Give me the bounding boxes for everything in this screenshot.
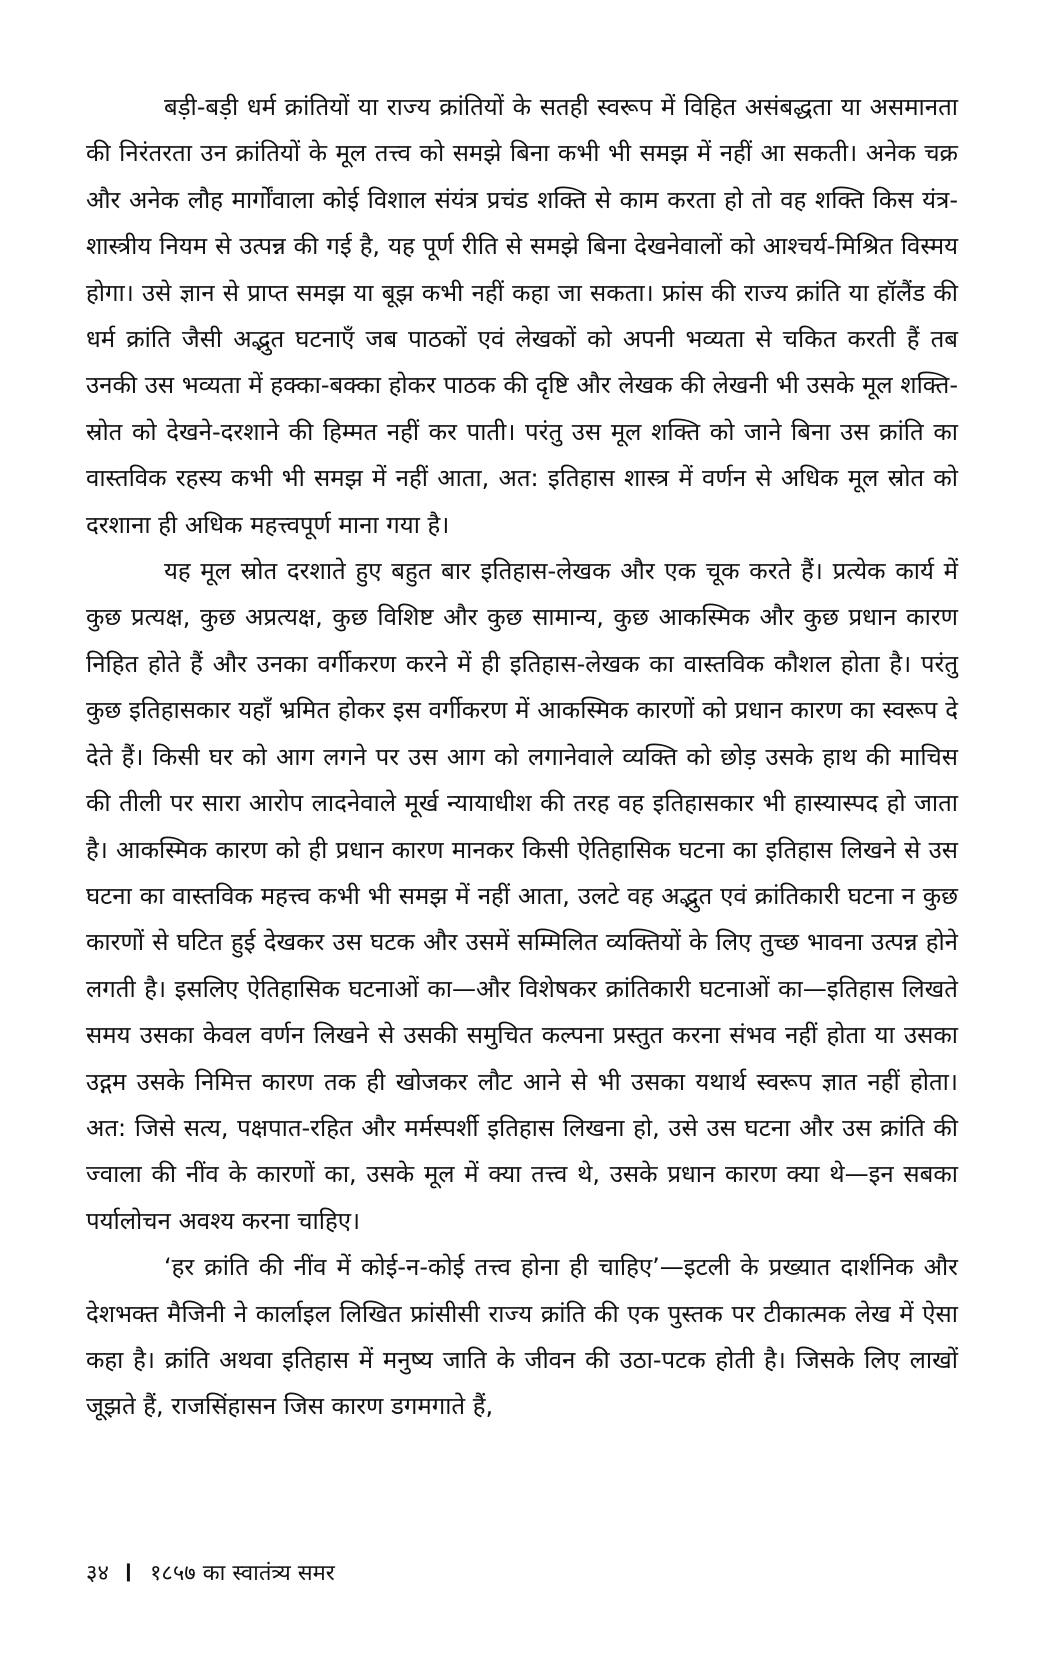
paragraph: यह मूल स्रोत दरशाते हुए बहुत बार इतिहास-लेखक और एक चूक करते हैं। प्रत्येक कार्य में कुछ प्रत्यक्ष, कुछ अप्रत्यक्ष, कुछ विशिष्ट और कुछ सामान्य, कुछ आकस्मिक और कुछ प्रधान कारण निहित होते हैं और उनका वर्गीकरण करने में ही इतिहास-लेखक का वास्तविक कौशल होता है। परंतु कुछ इतिहासकार यहाँ भ्रमित होकर इस वर्गीकरण में आकस्मिक कारणों को प्रधान कारण का स्वरूप दे देते हैं। किसी घर को आग लगने पर उस आग को लगानेवाले व्यक्ति को छोड़ उसके हाथ की माचिस की तीली पर सारा आरोप लादनेवाले मूर्ख न्यायाधीश की तरह वह इतिहासकार भी हास्यास्पद हो जाता है। आकस्मिक कारण को ही प्रधान कारण मानकर किसी ऐतिहासिक घटना का इतिहास लिखने से उस घटना का वास्तविक महत्त्व कभी भी समझ में नहीं आता, उलटे वह अद्भुत एवं क्रांतिकारी घटना न कुछ कारणों से घटित हुई देखकर उस घटक और उसमें सम्मिलित व्यक्तियों के लिए तुच्छ भावना उत्पन्न होने लगती है। इसलिए ऐतिहासिक घटनाओं का—और विशेषकर क्रांतिकारी घटनाओं का—इतिहास लिखते समय उसका केवल वर्णन लिखने से उसकी समुचित कल्पना प्रस्तुत करना संभव नहीं होता या उसका उद्गम उसके निमित्त कारण तक ही खोजकर लौट आने से भी उसका यथार्थ स्वरूप ज्ञात नहीं होता। अत: जिसे सत्य, पक्षपात-रहित और मर्मस्पर्शी इतिहास लिखना हो, उसे उस घटना और उस क्रांति की ज्वाला की नींव के कारणों का, उसके मूल में क्या तत्त्व थे, उसके प्रधान कारण क्या थे—इन सबका पर्यालोचन अवश्य करना चाहिए। — [86, 557, 958, 1235]
page-number: ३४ — [86, 1561, 109, 1586]
body-text — [86, 84, 958, 1430]
footer-separator-icon: ❙ — [120, 1561, 136, 1582]
page-footer — [86, 1552, 335, 1592]
paragraph: ‘हर क्रांति की नींव में कोई-न-कोई तत्त्व होना ही चाहिए’—इटली के प्रख्यात दार्शनिक और देशभक्त मैजिनी ने कार्लाइल लिखित फ्रांसीसी राज्य क्रांति की एक पुस्तक पर टीकात्मक लेख में ऐसा कहा है। क्रांति अथवा इतिहास में मनुष्य जाति के जीवन की उठा-पटक होती है। जिसके लिए लाखों जूझते हैं, राजसिंहासन जिस कारण डगमगाते हैं, — [86, 1253, 958, 1421]
book-title: १८५७ का स्वातंत्र्य समर — [149, 1561, 335, 1586]
paragraph: बड़ी-बड़ी धर्म क्रांतियों या राज्य क्रांतियों के सतही स्वरूप में विहित असंबद्धता या असमानता की निरंतरता उन क्रांतियों के मूल तत्त्व को समझे बिना कभी भी समझ में नहीं आ सकती। अनेक चक्र और अनेक लौह मार्गोंवाला कोई विशाल संयंत्र प्रचंड शक्ति से काम करता हो तो वह शक्ति किस यंत्र-शास्त्रीय नियम से उत्पन्न की गई है, यह पूर्ण रीति से समझे बिना देखनेवालों को आश्चर्य-मिश्रित विस्मय होगा। उसे ज्ञान से प्राप्त समझ या बूझ कभी नहीं कहा जा सकता। फ्रांस की राज्य क्रांति या हॉलैंड की धर्म क्रांति जैसी अद्भुत घटनाएँ जब पाठकों एवं लेखकों को अपनी भव्यता से चकित करती हैं तब उनकी उस भव्यता में हक्का-बक्का होकर पाठक की दृष्टि और लेखक की लेखनी भी उसके मूल शक्ति-स्रोत को देखने-दरशाने की हिम्मत नहीं कर पाती। परंतु उस मूल शक्ति को जाने बिना उस क्रांति का वास्तविक रहस्य कभी भी समझ में नहीं आता, अत: इतिहास शास्त्र में वर्णन से अधिक मूल स्रोत को दरशाना ही अधिक महत्त्वपूर्ण माना गया है। — [86, 93, 958, 539]
